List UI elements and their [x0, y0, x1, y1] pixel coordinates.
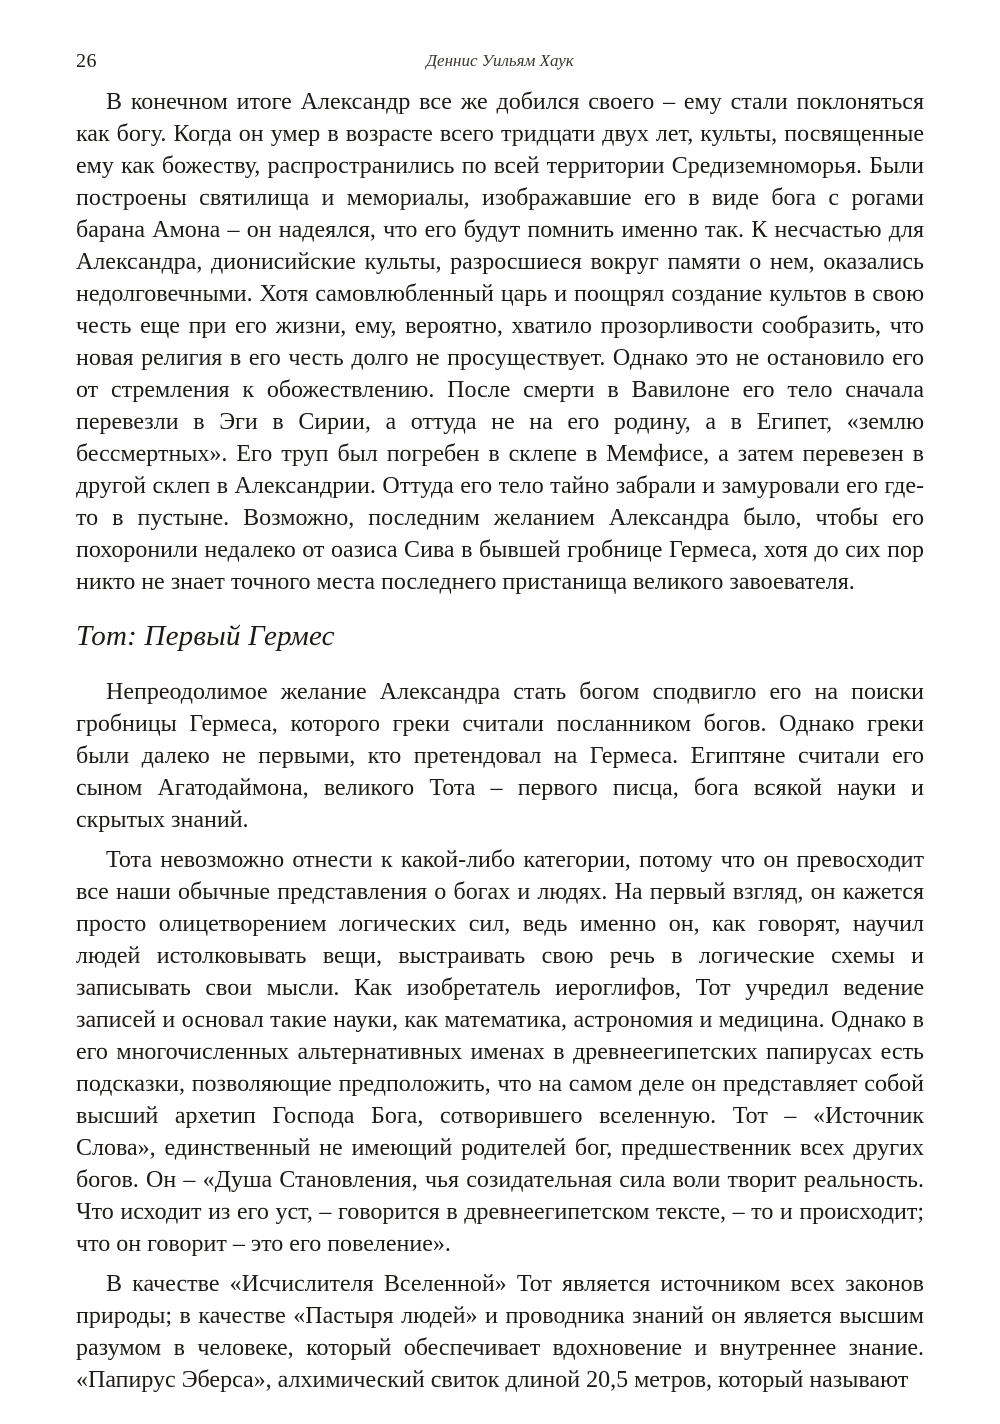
paragraph: В конечном итоге Александр все же добился своего – ему стали поклоняться как богу. Когда он умер в возрасте всего тридцати двух лет, культы, посвященные ему как божеству, распространились по всей территории Средиземноморья. Были построены святилища и мемориалы, изображавшие его в виде бога с рогами барана Амона – он надеялся, что его будут помнить именно так. К несчастью для Александра, дионисийские культы, разросшиеся вокруг памяти о нем, оказались недолговечными. Хотя самовлюбленный царь и поощрял создание культов в свою честь еще при его жизни, ему, вероятно, хватило прозорливости сообразить, что новая религия в его честь долго не просуществует. Однако это не остановило его от стремления к обожествлению. После смерти в Вавилоне его тело сначала перевезли в Эги в Сирии, а оттуда не на его родину, а в Египет, «землю бессмертных». Его труп был погребен в склепе в Мемфисе, а затем перевезен в другой склеп в Александрии. Оттуда его тело тайно забрали и замуровали его где-то в пустыне. Возможно, последним желанием Александра было, чтобы его похоронили недалеко от оазиса Сива в бывшей гробнице Гермеса, хотя до сих пор никто не знает точного места последнего пристанища великого завоевателя. — [76, 89, 924, 595]
section-heading: Тот: Первый Гермес — [76, 620, 335, 652]
running-head: Деннис Уильям Хаук — [426, 51, 574, 70]
paragraph: В качестве «Исчислителя Вселенной» Тот является источником всех законов природы; в качестве «Пастыря людей» и проводника знаний он является высшим разумом в человеке, который обеспечивает вдохновение и внутреннее знание. «Папирус Эберса», алхимический свиток длиной 20,5 метров, который называют — [76, 1271, 924, 1393]
text-block-before-heading — [76, 86, 924, 598]
paragraph: Непреодолимое желание Александра стать богом сподвигло его на поиски гробницы Гермеса, которого греки считали посланником богов. Однако греки были далеко не первыми, кто претендовал на Гермеса. Египтяне считали его сыном Агатодаймона, великого Тота – первого писца, бога всякой науки и скрытых знаний. — [76, 679, 924, 833]
page-number: 26 — [76, 50, 97, 72]
paragraph: Тота невозможно отнести к какой-либо категории, потому что он превосходит все наши обычные представления о богах и людях. На первый взгляд, он кажется просто олицетворением логических сил, ведь именно он, как говорят, научил людей истолковывать вещи, выстраивать свою речь в логические схемы и записывать свои мысли. Как изобретатель иероглифов, Тот учредил ведение записей и основал такие науки, как математика, астрономия и медицина. Однако в его многочисленных альтернативных именах в древнеегипетских папирусах есть подсказки, позволяющие предположить, что на самом деле он представляет собой высший архетип Господа Бога, сотворившего вселенную. Тот – «Источник Слова», единственный не имеющий родителей бог, предшественник всех других богов. Он – «Душа Становления, чья созидательная сила воли творит реальность. Что исходит из его уст, – говорится в древнеегипетском тексте, – то и происходит; что он говорит – это его повеление». — [76, 847, 924, 1257]
text-block-after-heading — [76, 676, 924, 1396]
